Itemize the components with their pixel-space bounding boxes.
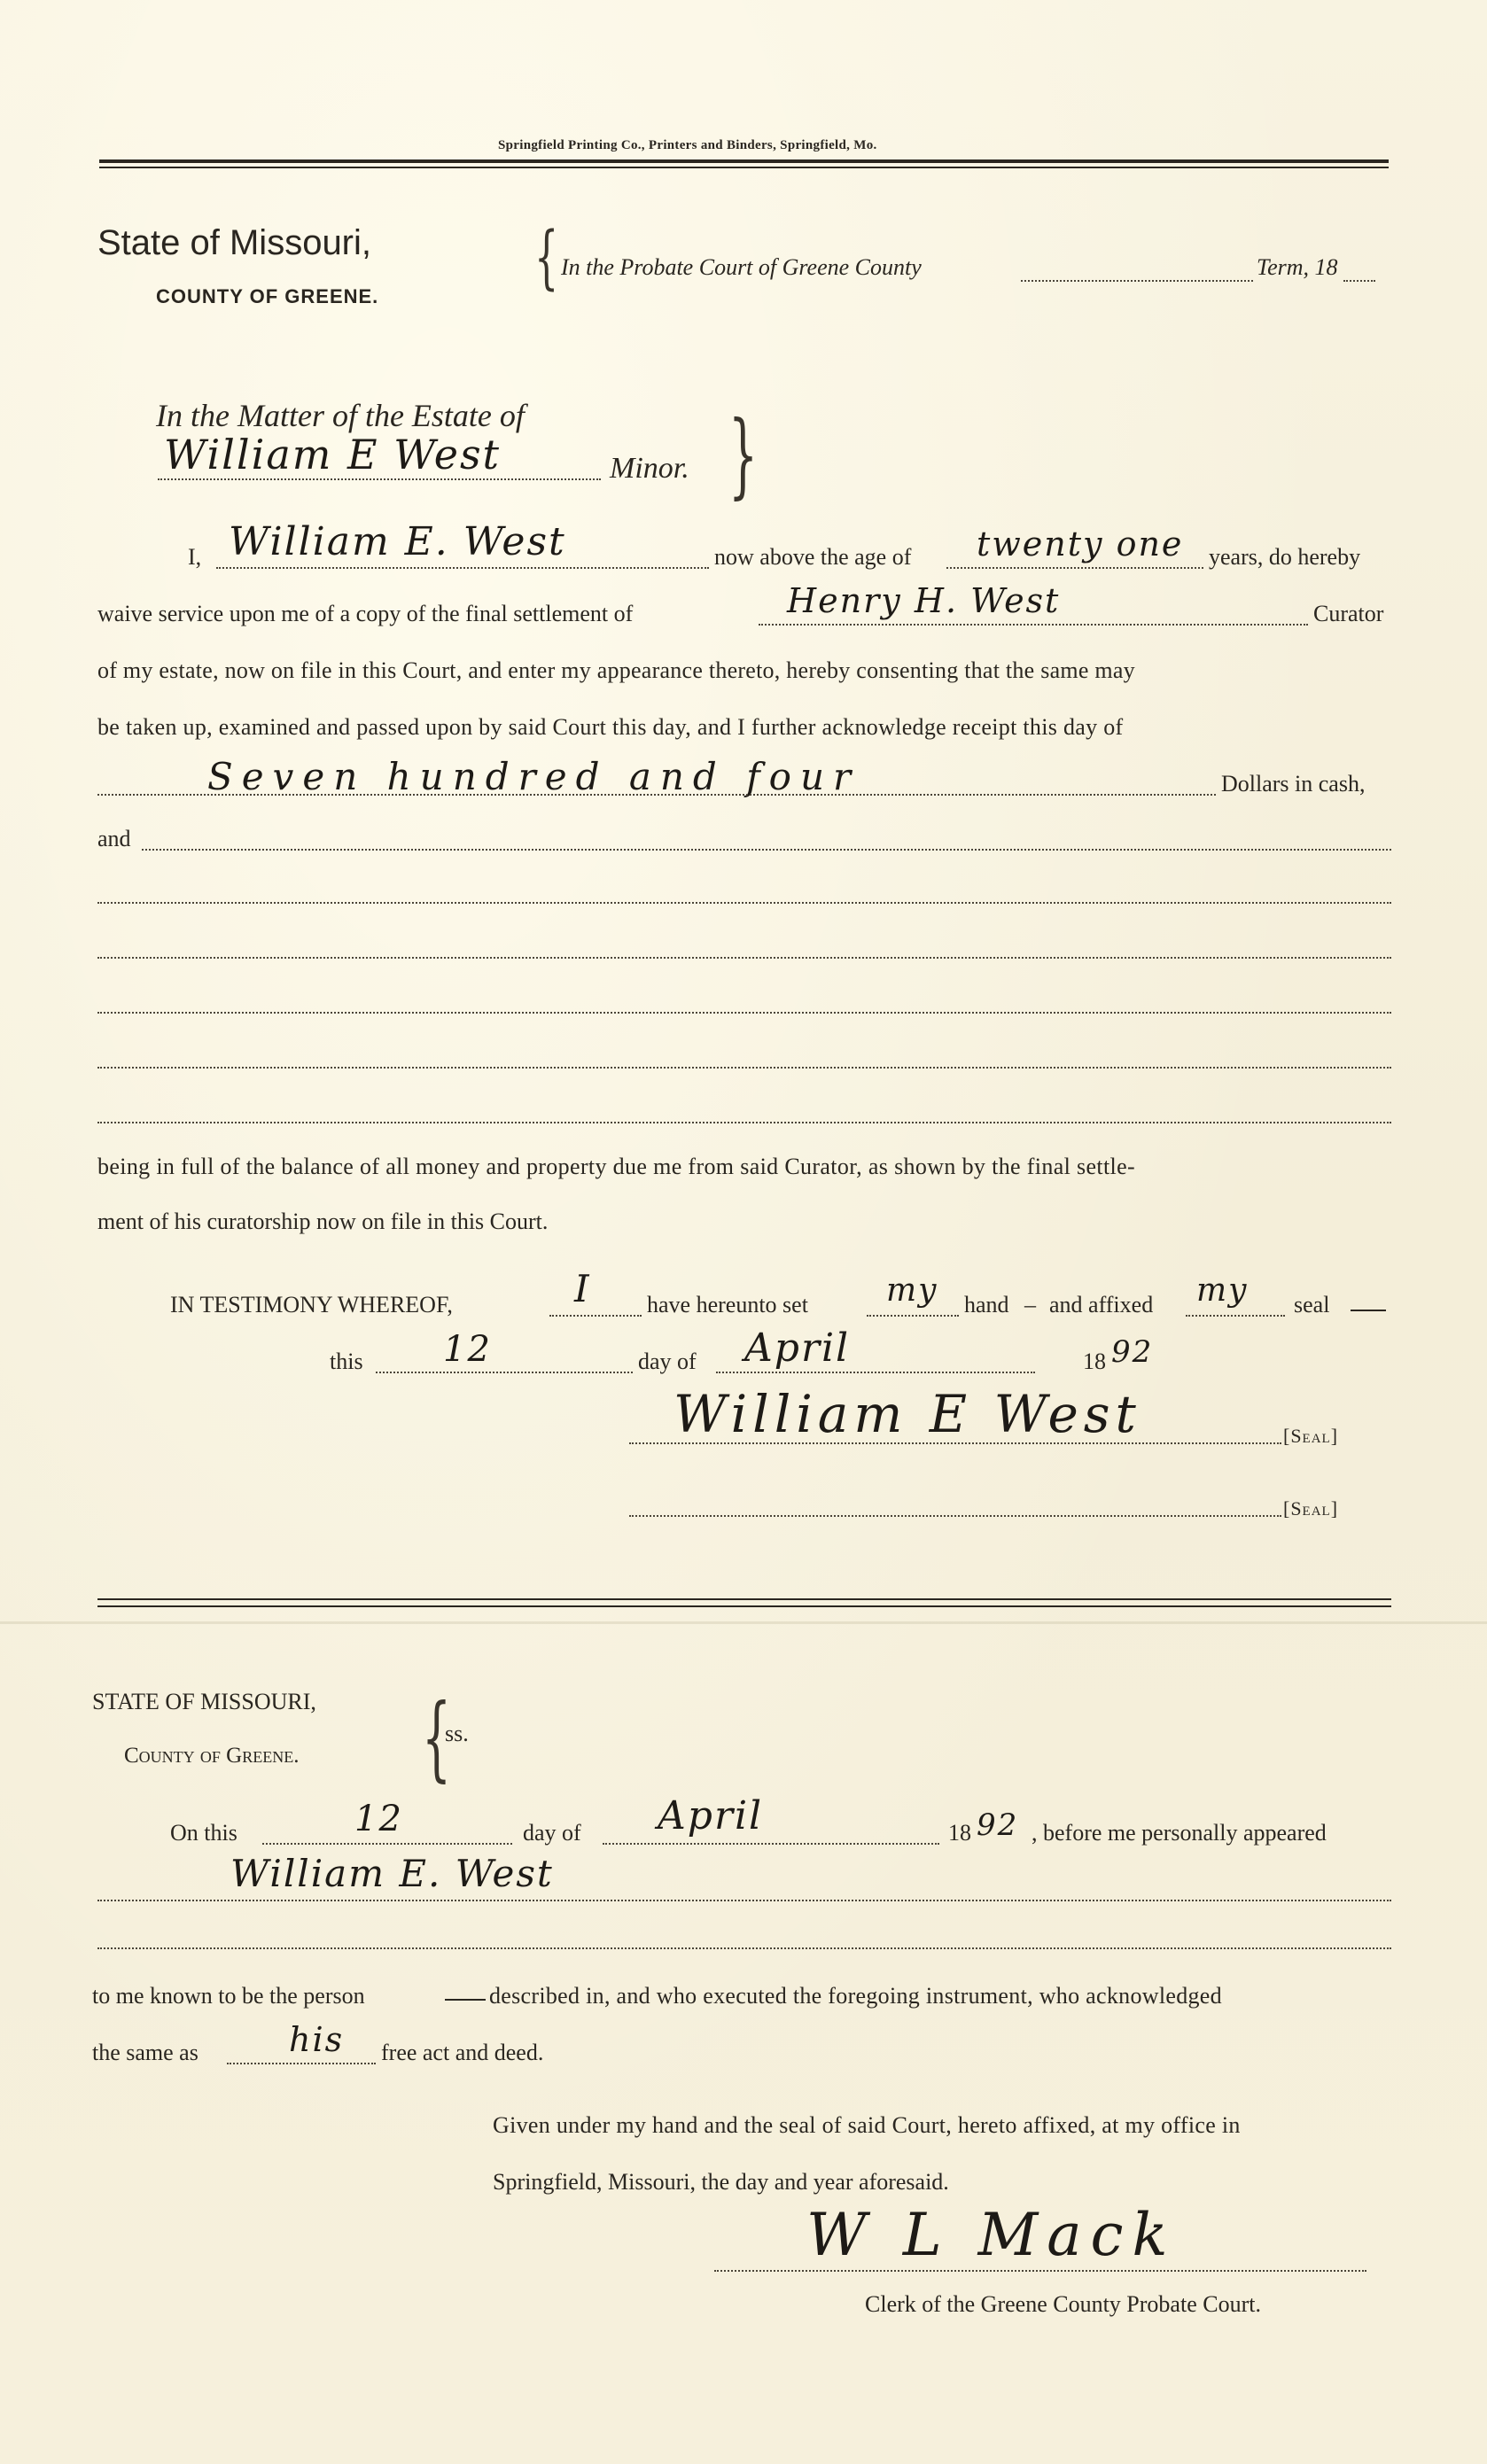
- waiver-name-handwritten: William E. West: [229, 519, 566, 564]
- seal-1: [Seal]: [1283, 1425, 1339, 1447]
- waiver-line-2: waive service upon me of a copy of the final settlement of: [97, 601, 634, 626]
- dollars-label: Dollars in cash,: [1221, 771, 1366, 797]
- given-line-2: Springfield, Missouri, the day and year aforesaid.: [493, 2169, 949, 2195]
- blank-line-3: [97, 957, 1391, 959]
- hand-label: hand: [964, 1292, 1009, 1318]
- ack-month-handwritten: April: [658, 1793, 764, 1838]
- years-label: years, do hereby: [1209, 544, 1361, 570]
- document-page: Springfield Printing Co., Printers and Binders, Springfield, Mo. State of Missouri, COUNTY OF GREENE. { In the Probate Court of Greene County Term, 18 In the Matter of the Estate of William E West Minor. } I, William E. West now above the age of twenty one years, do hereby waive service upon me of a copy of the final settlement of Henry H. West Curator of my estate, now on file in this Court, and enter my appearance thereto, hereby consenting that the same may be taken up, examined and passed upon by said Court this day, and I further acknowledge receipt this day of Seven hundred and four Dollars in cash, and being in full of the balance of all money and property due me from said Curator, as shown by the final settle- ment of his curatorship now on file in this Court. IN TESTIMONY WHEREOF, I have hereunto set my hand – and affixed my seal this 12 day of April 18 92 William E West [Seal] [Seal] STATE OF MISSOURI, County of Greene. { ss. On this 12 day of April 18 92 , before me personally appeared William E. West to me known to be the person described in, and who executed the foregoing instrument, who acknowledged the same as his free act and deed. Given under my hand and the seal of said Court, hereto affixed, at my office in Springfield, Missouri, the day and year aforesaid. W L Mack Clerk of the Greene County Probate Court.: [0, 0, 1487, 2464]
- ack-day-of-label: day of: [523, 1820, 581, 1846]
- blank-line-4: [97, 1012, 1391, 1014]
- waiver-line-3: of my estate, now on file in this Court, and enter my appearance thereto, hereby consenting that the same may: [97, 657, 1135, 683]
- amount-line: [97, 794, 1216, 796]
- testimony-year-printed: 18: [1083, 1349, 1106, 1374]
- minor-label: Minor.: [610, 452, 689, 485]
- estate-name-line: [158, 478, 601, 480]
- ack-blank-line: [97, 1947, 1391, 1949]
- testimony-who-handwritten: I: [574, 1267, 591, 1310]
- person-dash: [445, 1999, 486, 2001]
- testimony-year-handwritten: 92: [1111, 1334, 1154, 1370]
- header-brace: {: [534, 218, 559, 298]
- on-this-label: On this: [170, 1820, 237, 1846]
- seal-dash: [1351, 1310, 1386, 1311]
- my-1-handwritten: my: [886, 1272, 938, 1309]
- court-name: In the Probate Court of Greene County: [561, 254, 922, 280]
- ack-year-handwritten: 92: [977, 1807, 1019, 1843]
- testimony-day-handwritten: 12: [443, 1329, 492, 1370]
- curator-label: Curator: [1313, 601, 1384, 626]
- term-label: Term, 18: [1257, 254, 1338, 280]
- age-line: [946, 567, 1203, 569]
- matter-heading: In the Matter of the Estate of: [156, 398, 525, 433]
- his-line: [227, 2063, 376, 2064]
- age-label: now above the age of: [714, 544, 912, 570]
- and-label: and: [97, 826, 131, 851]
- seal-2: [Seal]: [1283, 1497, 1339, 1520]
- known-label: to me known to be the person: [92, 1983, 365, 2009]
- clerk-signature-handwritten: W L Mack: [806, 2201, 1177, 2269]
- ack-day-line: [262, 1843, 512, 1845]
- appeared-label: , before me personally appeared: [1032, 1820, 1327, 1846]
- his-handwritten: his: [289, 2020, 345, 2059]
- paper-fold: [0, 1621, 1487, 1624]
- section-rule-1: [97, 1598, 1391, 1600]
- waiver-i-label: I,: [188, 544, 202, 570]
- top-rule-thick: [99, 159, 1389, 163]
- curator-name-handwritten: Henry H. West: [787, 581, 1061, 620]
- balance-line-1: being in full of the balance of all money and property due me from said Curator, as shown by the final settle-: [97, 1154, 1136, 1179]
- ack-state: STATE OF MISSOURI,: [92, 1689, 316, 1714]
- balance-line-2: ment of his curatorship now on file in this Court.: [97, 1209, 549, 1234]
- amount-handwritten: Seven hundred and four: [207, 755, 860, 798]
- matter-brace: }: [728, 400, 759, 509]
- testimony-day-of-label: day of: [638, 1349, 697, 1374]
- my-1-line: [867, 1315, 959, 1317]
- court-term-line: [1021, 280, 1253, 282]
- ack-county: County of Greene.: [124, 1744, 300, 1768]
- county-title: COUNTY OF GREENE.: [156, 285, 379, 307]
- known-rest: described in, and who executed the foregoing instrument, who acknowledged: [489, 1983, 1222, 2009]
- curator-name-line: [759, 624, 1308, 626]
- signature-line-1: [629, 1442, 1281, 1444]
- blank-line-1: [142, 849, 1391, 851]
- state-title: State of Missouri,: [97, 223, 372, 262]
- term-year-line: [1343, 280, 1375, 282]
- blank-line-5: [97, 1067, 1391, 1069]
- waiver-name-line: [216, 567, 709, 569]
- ack-ss: ss.: [445, 1721, 469, 1746]
- affixed-label: and affixed: [1049, 1292, 1154, 1318]
- this-label: this: [330, 1349, 363, 1374]
- signature-line-2: [629, 1515, 1281, 1517]
- given-line-1: Given under my hand and the seal of said Court, hereto affixed, at my office in: [493, 2112, 1241, 2138]
- have-set-label: have hereunto set: [647, 1292, 808, 1318]
- clerk-title: Clerk of the Greene County Probate Court.: [865, 2291, 1261, 2317]
- ack-name-handwritten: William E. West: [230, 1852, 554, 1895]
- signature-handwritten: William E West: [673, 1384, 1141, 1444]
- ack-year-printed: 18: [948, 1820, 971, 1846]
- ack-brace: {: [422, 1683, 452, 1792]
- ack-name-line: [97, 1900, 1391, 1901]
- testimony-who-line: [549, 1315, 642, 1317]
- age-handwritten: twenty one: [977, 525, 1184, 564]
- testimony-month-line: [716, 1372, 1035, 1373]
- ack-month-line: [603, 1843, 939, 1845]
- estate-name-handwritten: William E West: [164, 431, 502, 478]
- section-rule-2: [97, 1605, 1391, 1607]
- testimony-day-line: [376, 1372, 633, 1373]
- free-act-label: free act and deed.: [381, 2040, 544, 2065]
- waiver-line-4: be taken up, examined and passed upon by said Court this day, and I further acknowledge receipt this day of: [97, 714, 1124, 740]
- blank-line-6: [97, 1122, 1391, 1123]
- ack-day-handwritten: 12: [354, 1799, 403, 1839]
- my-2-handwritten: my: [1196, 1272, 1249, 1309]
- my-2-line: [1186, 1315, 1285, 1317]
- seal-label: seal: [1294, 1292, 1330, 1318]
- blank-line-2: [97, 902, 1391, 904]
- top-rule-thin: [99, 167, 1389, 168]
- printer-line: Springfield Printing Co., Printers and Binders, Springfield, Mo.: [498, 138, 877, 152]
- testimony-month-handwritten: April: [744, 1325, 851, 1371]
- testimony-label: IN TESTIMONY WHEREOF,: [170, 1292, 453, 1318]
- clerk-signature-line: [714, 2270, 1366, 2272]
- same-as-label: the same as: [92, 2040, 199, 2065]
